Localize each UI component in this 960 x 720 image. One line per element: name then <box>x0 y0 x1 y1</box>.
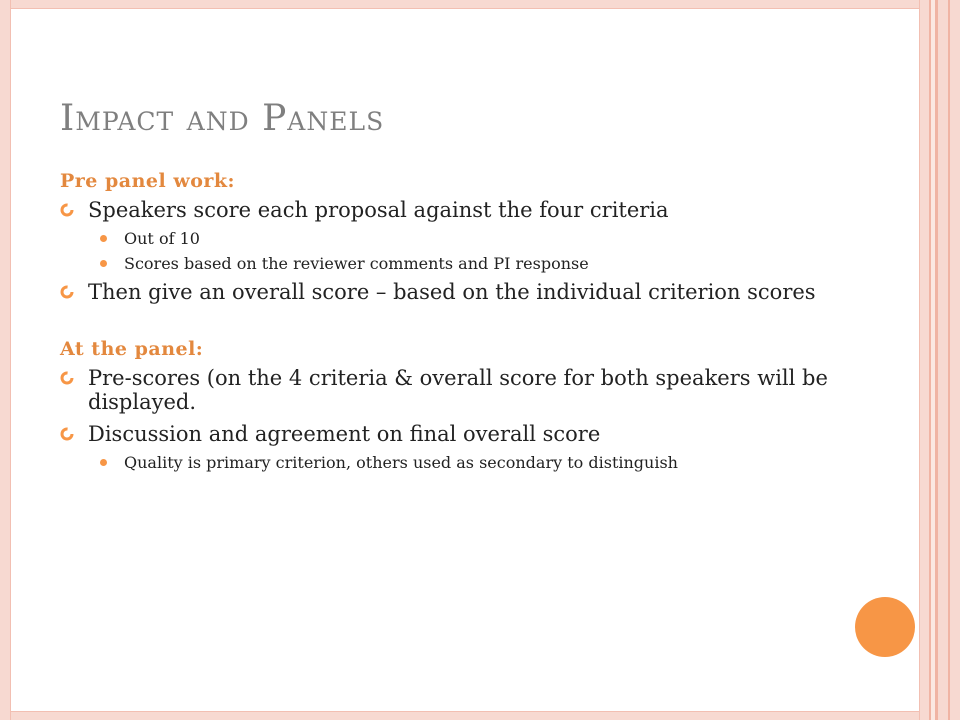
sub-bullet-dot-icon <box>100 459 107 466</box>
right-stripe <box>920 0 929 720</box>
bullet-text: Discussion and agreement on final overall score <box>88 422 601 446</box>
bullet-icon <box>60 427 74 441</box>
bullet-icon <box>60 371 74 385</box>
sub-bullet-dot-icon <box>100 235 107 242</box>
sub-bullet-text: Quality is primary criterion, others used as secondary to distinguish <box>124 453 678 472</box>
right-stripe <box>938 0 948 720</box>
sub-bullet-item <box>60 255 860 272</box>
section-spacer <box>60 312 860 338</box>
frame-top-line <box>10 8 920 9</box>
sub-bullet-item <box>60 230 860 247</box>
frame-left-border <box>0 0 10 720</box>
bullet-text: Speakers score each proposal against the four criteria <box>88 198 669 222</box>
bullet-item <box>60 422 860 446</box>
right-stripe <box>950 0 960 720</box>
sub-bullet-item <box>60 454 860 471</box>
frame-top-border <box>0 0 960 8</box>
frame-bottom-border <box>0 712 960 720</box>
bullet-item <box>60 198 860 222</box>
bullet-icon <box>60 203 74 217</box>
slide-body <box>60 170 860 479</box>
frame-bottom-line <box>10 711 920 712</box>
bullet-text: Then give an overall score – based on the individual criterion scores <box>88 280 816 304</box>
bullet-item <box>60 366 860 414</box>
bullet-item <box>60 280 860 304</box>
sub-bullet-text: Scores based on the reviewer comments and PI response <box>124 254 589 273</box>
decorative-orange-circle <box>855 597 915 657</box>
bullet-icon <box>60 285 74 299</box>
frame-left-line <box>10 0 11 720</box>
sub-bullet-text: Out of 10 <box>124 229 200 248</box>
section-heading: At the panel: <box>60 338 204 360</box>
section-heading: Pre panel work: <box>60 170 236 192</box>
slide-title: Impact and Panels <box>60 98 385 139</box>
bullet-text: Pre-scores (on the 4 criteria & overall score for both speakers will be displayed. <box>88 366 828 414</box>
sub-bullet-dot-icon <box>100 260 107 267</box>
